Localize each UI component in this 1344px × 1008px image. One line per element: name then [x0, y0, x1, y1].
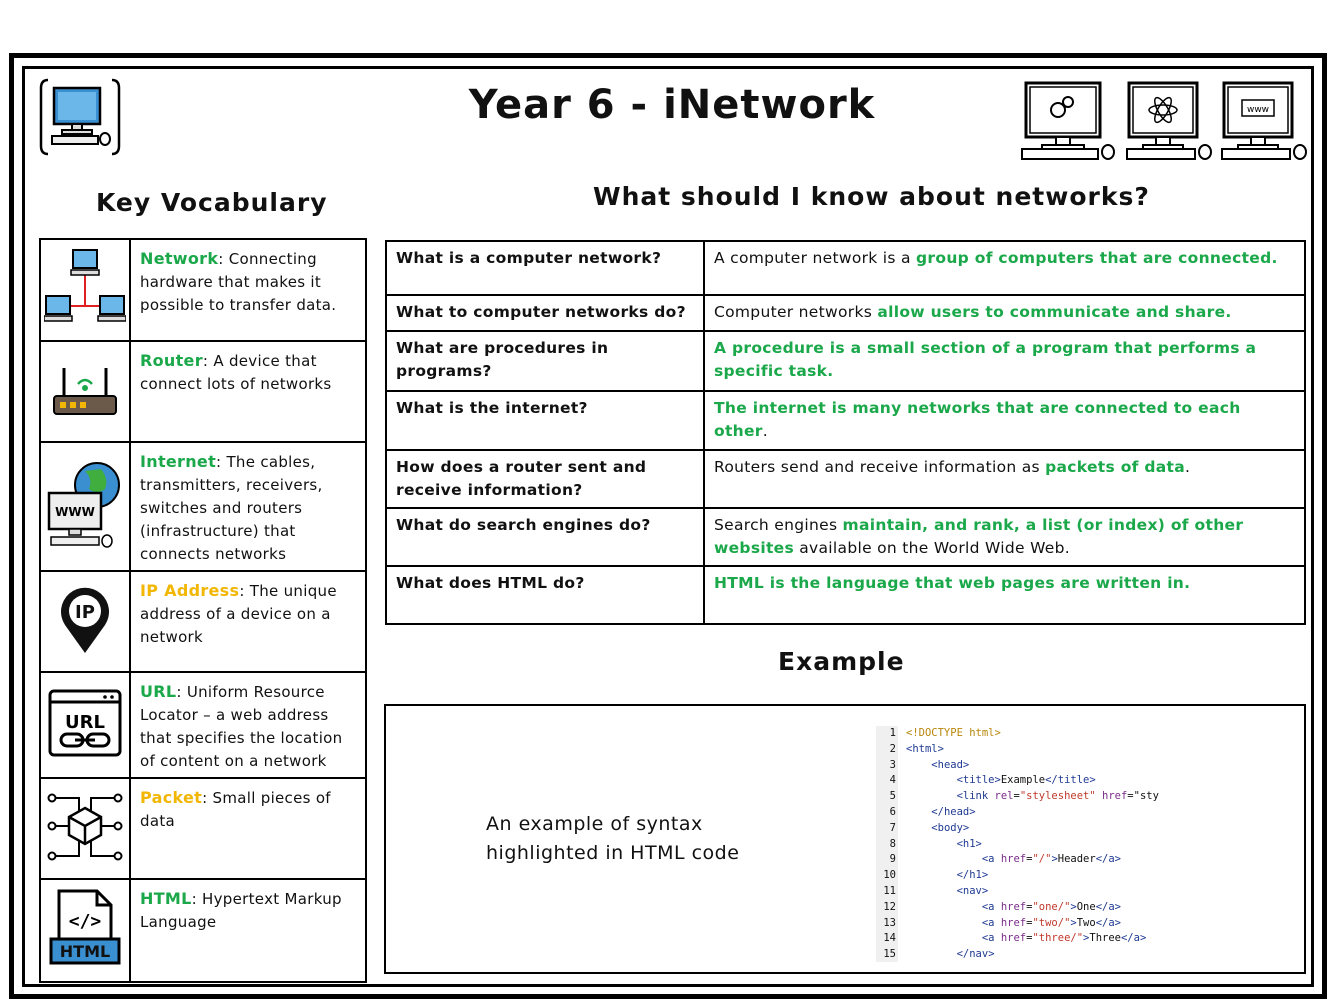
answer-highlight: allow users to communicate and share. [877, 303, 1232, 321]
computer-atom-icon [1125, 80, 1215, 166]
vocab-row [40, 341, 366, 442]
knowledge-question: What is a computer network? [386, 241, 704, 295]
html-file-icon [40, 879, 130, 982]
vocab-term: Packet [140, 788, 203, 807]
line-number: 8 [889, 837, 896, 850]
code-line [876, 789, 1296, 805]
computer-www-icon [1220, 80, 1310, 166]
knowledge-answer [704, 331, 1305, 391]
vocab-term: IP Address [140, 581, 240, 600]
vocab-term: URL [140, 682, 177, 701]
knowledge-answer [704, 508, 1305, 566]
code-line [876, 931, 1296, 947]
router-icon [40, 341, 130, 442]
line-number: 15 [883, 948, 896, 961]
code-line [876, 758, 1296, 774]
line-number: 4 [889, 774, 896, 787]
svg-text:WWW: WWW [55, 504, 95, 519]
line-number: 7 [889, 821, 896, 834]
knowledge-answer [704, 391, 1305, 450]
knowledge-heading: What should I know about networks? [593, 182, 1150, 211]
code-text: </head> [931, 805, 976, 818]
vocab-term: Network [140, 249, 219, 268]
knowledge-question: What do search engines do? [386, 508, 704, 566]
vocab-text: : The cables, transmitters, receivers, switches and routers (infrastructure) that connects networks [140, 453, 323, 563]
code-text: <h1> [956, 837, 982, 850]
code-line [876, 900, 1296, 916]
vocab-row [40, 672, 366, 778]
knowledge-question: What does HTML do? [386, 566, 704, 624]
code-line [876, 837, 1296, 853]
code-line [876, 868, 1296, 884]
vocab-row [40, 239, 366, 341]
code-line [876, 947, 1296, 963]
ip-pin-icon [40, 571, 130, 672]
code-text: <html> [906, 742, 944, 755]
knowledge-table [385, 240, 1306, 625]
code-text: <!DOCTYPE html> [906, 727, 1001, 739]
internet-icon [40, 442, 130, 571]
answer-highlight: maintain, and rank, a list (or index) of other websites [714, 516, 1244, 557]
code-text: <a href="/">Header</a> [981, 853, 1121, 866]
vocab-row [40, 571, 366, 672]
knowledge-answer [704, 566, 1305, 624]
knowledge-question: What to computer networks do? [386, 295, 704, 331]
code-line [876, 742, 1296, 758]
code-text: <body> [931, 821, 970, 834]
answer-highlight: A procedure is a small section of a program that performs a specific task. [714, 339, 1257, 380]
computer-gears-icon [1020, 80, 1118, 166]
line-number: 6 [889, 805, 896, 818]
code-line [876, 852, 1296, 868]
vocab-text: : A device that connect lots of networks [140, 352, 332, 393]
knowledge-row [386, 508, 1305, 566]
vocab-term: Router [140, 351, 203, 370]
code-snippet [876, 726, 1296, 963]
vocab-definition [130, 239, 366, 341]
code-line [876, 726, 1296, 742]
vocab-definition [130, 571, 366, 672]
answer-highlight: packets of data [1045, 458, 1186, 476]
answer-highlight: The internet is many networks that are connected to each other [714, 399, 1241, 440]
vocabulary-table [39, 238, 367, 983]
url-link-icon [40, 672, 130, 778]
knowledge-question: What are procedures in programs? [386, 331, 704, 391]
vocab-definition [130, 672, 366, 778]
line-number: 2 [889, 742, 896, 755]
vocab-text: : Hypertext Markup Language [140, 890, 342, 931]
answer-text: available on the World Wide Web. [794, 539, 1070, 557]
vocab-heading: Key Vocabulary [96, 188, 328, 217]
knowledge-row [386, 295, 1305, 331]
svg-text:www: www [1246, 105, 1270, 115]
vocab-row [40, 879, 366, 982]
knowledge-answer [704, 295, 1305, 331]
line-number: 9 [889, 853, 896, 866]
line-number: 10 [883, 869, 896, 882]
svg-text:IP: IP [75, 601, 95, 623]
svg-text:HTML: HTML [59, 941, 111, 961]
example-description: An example of syntax highlighted in HTML code [486, 813, 740, 864]
code-line [876, 884, 1296, 900]
code-text: <a href="three/">Three</a> [981, 932, 1147, 945]
code-text: <title>Example</title> [956, 774, 1096, 787]
code-line [876, 805, 1296, 821]
vocab-row [40, 778, 366, 879]
vocab-definition [130, 341, 366, 442]
vocab-row [40, 442, 366, 571]
line-number: 12 [883, 900, 896, 913]
vocab-text: : Connecting hardware that makes it possible to transfer data. [140, 250, 337, 314]
vocab-term: HTML [140, 889, 192, 908]
answer-text: A computer network is a [714, 249, 917, 267]
line-number: 5 [889, 790, 896, 803]
answer-text: Search engines [714, 516, 843, 534]
knowledge-row [386, 241, 1305, 295]
code-text: </nav> [956, 948, 995, 961]
answer-text: . [1185, 458, 1191, 476]
packet-cube-icon [40, 778, 130, 879]
line-number: 3 [889, 758, 896, 771]
answer-text: Computer networks [714, 303, 878, 321]
answer-text: Routers send and receive information as [714, 458, 1046, 476]
vocab-term: Internet [140, 452, 217, 471]
vocab-text: : The unique address of a device on a network [140, 582, 337, 646]
line-number: 1 [889, 727, 896, 739]
code-line [876, 916, 1296, 932]
vocab-definition [130, 442, 366, 571]
knowledge-row [386, 450, 1305, 508]
vocab-text: : Small pieces of data [140, 789, 331, 830]
line-number: 13 [883, 916, 896, 929]
code-text: <link rel="stylesheet" href="sty [956, 790, 1159, 803]
svg-text:</>: </> [68, 910, 102, 932]
answer-highlight: group of computers that are connected. [916, 249, 1278, 267]
knowledge-question: How does a router sent and receive information? [386, 450, 704, 508]
knowledge-answer [704, 241, 1305, 295]
vocab-definition [130, 879, 366, 982]
page-title: Year 6 - iNetwork [468, 82, 876, 128]
example-heading: Example [778, 647, 905, 676]
knowledge-question: What is the internet? [386, 391, 704, 450]
knowledge-row [386, 331, 1305, 391]
answer-highlight: HTML is the language that web pages are written in. [714, 574, 1191, 592]
code-text: <a href="one/">One</a> [981, 900, 1121, 913]
answer-text: . [762, 422, 768, 440]
code-text: </h1> [956, 869, 989, 882]
network-icon [40, 239, 130, 341]
line-number: 11 [883, 884, 896, 897]
code-line [876, 821, 1296, 837]
svg-text:URL: URL [65, 712, 105, 733]
knowledge-answer [704, 450, 1305, 508]
knowledge-row [386, 391, 1305, 450]
vocab-text: : Uniform Resource Locator – a web address that specifies the location of content on a network [140, 683, 343, 770]
code-line [876, 773, 1296, 789]
line-number: 14 [883, 932, 896, 945]
knowledge-row [386, 566, 1305, 624]
code-text: <nav> [956, 884, 989, 897]
code-text: <a href="two/">Two</a> [981, 916, 1121, 929]
vocab-definition [130, 778, 366, 879]
code-text: <head> [931, 758, 970, 771]
